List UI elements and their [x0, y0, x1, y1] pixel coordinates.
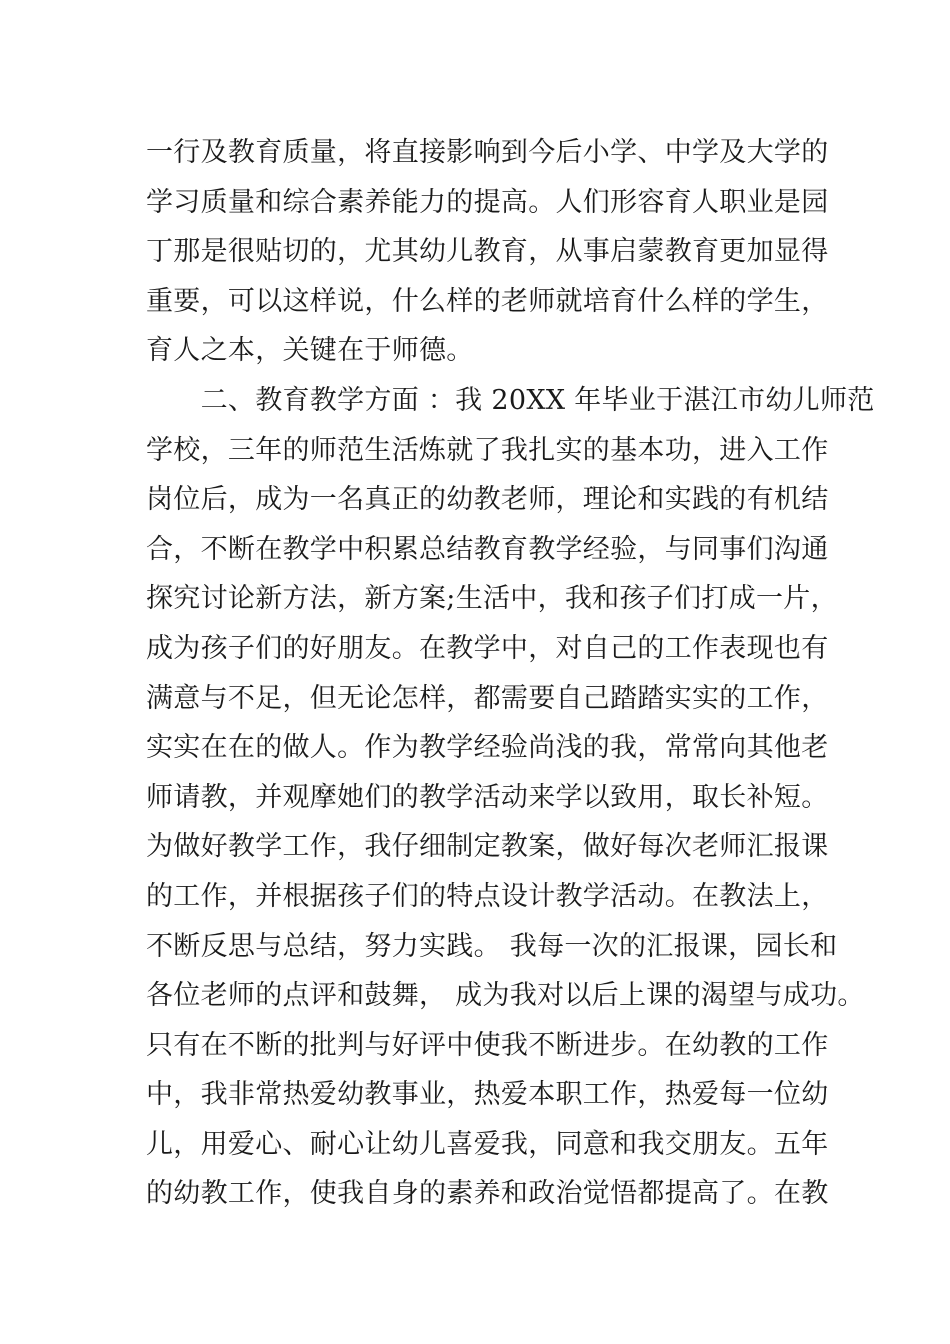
text-line: 育人之本，关键在于师德。: [146, 335, 474, 367]
text-line: 中，我非常热爱幼教事业，热爱本职工作，热爱每一位幼: [146, 1079, 829, 1111]
text-line: 的工作，并根据孩子们的特点设计教学活动。在教法上，: [146, 880, 829, 912]
body-text: [146, 128, 875, 1219]
text-line: 丁那是很贴切的，尤其幼儿教育，从事启蒙教育更加显得: [146, 236, 829, 268]
text-line: 二、教育教学方面 ：我 20XX 年毕业于湛江市幼儿师范: [146, 384, 875, 416]
text-line: 师请教，并观摩她们的教学活动来学以致用，取长补短。: [146, 781, 829, 813]
text-line: 满意与不足，但无论怎样，都需要自己踏踏实实的工作，: [146, 682, 829, 714]
text-line: 不断反思与总结，努力实践。 我每一次的汇报课，园长和: [146, 930, 838, 962]
text-line: 学习质量和综合素养能力的提高。人们形容育人职业是园: [146, 186, 829, 218]
text-line: 一行及教育质量，将直接影响到今后小学、中学及大学的: [146, 137, 829, 168]
text-line: 儿，用爱心、耐心让幼儿喜爱我，同意和我交朋友。五年: [146, 1128, 829, 1160]
text-line: 为做好教学工作，我仔细制定教案，做好每次老师汇报课: [146, 831, 829, 863]
text-line: 合，不断在教学中积累总结教育教学经验，与同事们沟通: [146, 533, 829, 565]
text-line: 探究讨论新方法，新方案;生活中，我和孩子们打成一片，: [146, 583, 838, 615]
text-line: 实实在在的做人。作为教学经验尚浅的我，常常向其他老: [146, 732, 829, 764]
text-line: 的幼教工作，使我自身的素养和政治觉悟都提高了。在教: [146, 1178, 829, 1210]
text-line: 重要，可以这样说，什么样的老师就培育什么样的学生，: [146, 285, 829, 317]
text-line: 岗位后，成为一名真正的幼教老师，理论和实践的有机结: [146, 484, 829, 516]
text-line: 学校，三年的师范生活炼就了我扎实的基本功，进入工作: [146, 434, 829, 466]
text-line: 各位老师的点评和鼓舞， 成为我对以后上课的渴望与成功。: [146, 980, 865, 1012]
text-line: 只有在不断的批判与好评中使我不断进步。在幼教的工作: [146, 1029, 829, 1061]
text-line: 成为孩子们的好朋友。在教学中，对自己的工作表现也有: [146, 632, 829, 664]
